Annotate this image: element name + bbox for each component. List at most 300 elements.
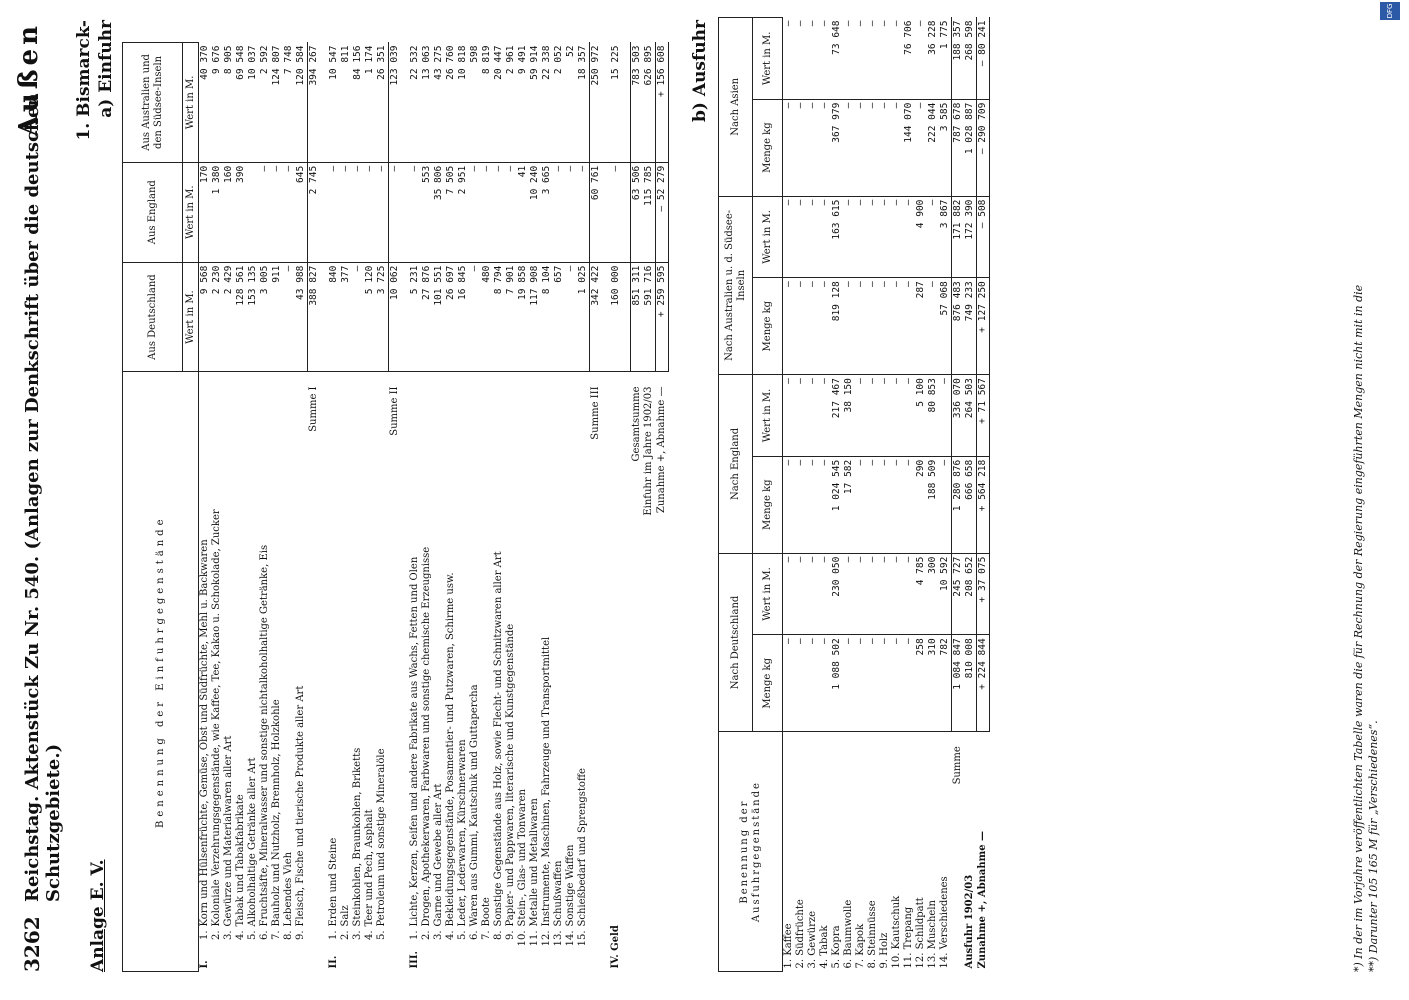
import-diff-row-de: + 259 595 <box>656 262 669 372</box>
import-value-en: — <box>553 162 565 262</box>
import-row <box>433 43 445 972</box>
group-roman: I. <box>199 960 210 969</box>
item-name: Drogen, Apothekerwaren, Farbwaren und sonstige chemische Erzeugnisse <box>421 546 432 927</box>
export-wert-header: Wert in M. <box>753 18 783 100</box>
export-prev-year-row-value: 1 028 887 <box>964 99 977 196</box>
export-value: — <box>879 18 891 100</box>
sum-label: Summe II <box>388 386 400 436</box>
item-number: 3. <box>223 930 234 941</box>
import-row <box>259 43 271 972</box>
import-row <box>235 43 247 972</box>
export-value: — <box>915 99 927 196</box>
export-row <box>795 18 807 972</box>
import-value-en: 390 <box>235 162 247 262</box>
export-value: — <box>819 375 831 457</box>
export-value: — <box>819 635 831 732</box>
export-sum-row-value: 1 280 876 <box>952 456 965 553</box>
import-value-au: 26 351 <box>376 43 389 163</box>
import-value-au: 9 676 <box>211 43 223 163</box>
page-header <box>14 22 64 972</box>
export-value: — <box>843 553 855 635</box>
import-geld-row-de: 160 000 <box>610 262 622 372</box>
item-name: Bekleidungsgegenstände, Posamentier- und Putzwaren, Schirme usw. <box>445 572 456 927</box>
footnote-2: **) Darunter 105 165 M für „Verschiedenes“. <box>1367 720 1380 972</box>
export-diff-row-value: + 564 218 <box>977 456 990 553</box>
import-row <box>505 43 517 972</box>
export-table-body <box>783 18 990 972</box>
sum-value-de: 10 062 <box>389 262 402 372</box>
import-value-en: 7 505 <box>445 162 457 262</box>
import-prev-year-row-de: 591 716 <box>643 262 656 372</box>
export-value: — <box>783 196 796 278</box>
import-row <box>469 43 481 972</box>
import-item-cell <box>577 372 590 972</box>
item-number: 6. <box>469 930 480 941</box>
export-value: — <box>903 456 915 553</box>
item-number: 1. <box>328 930 339 941</box>
sum-label: Summe III <box>589 386 601 440</box>
import-value-au: 22 338 <box>541 43 553 163</box>
sum-label: Summe I <box>307 386 319 432</box>
export-value: 217 467 <box>831 375 843 457</box>
export-value: — <box>855 18 867 100</box>
export-en-header: Nach England <box>719 375 753 554</box>
group-roman: II. <box>328 955 339 969</box>
import-geld-row-en: — <box>610 162 622 262</box>
export-wert-header: Wert in M. <box>753 553 783 635</box>
import-sum-row <box>389 43 402 972</box>
item-name: Instrumente, Maschinen, Fahrzeuge und Transportmittel <box>541 636 552 927</box>
sum-value-en: — <box>389 162 402 262</box>
export-table <box>718 17 990 972</box>
export-item-name: 14. Verschiedenes <box>939 876 951 969</box>
export-value: 230 050 <box>831 553 843 635</box>
export-value: — <box>807 456 819 553</box>
export-value: — <box>795 375 807 457</box>
sum-value-au: 123 039 <box>389 43 402 163</box>
import-value-au: 2 592 <box>259 43 271 163</box>
export-value: — <box>879 375 891 457</box>
spacer-row <box>320 43 328 972</box>
export-item-name: 10. Kautschuk <box>891 895 902 969</box>
import-item-cell <box>211 372 223 972</box>
item-name: Steinkohlen, Braunkohlen, Briketts <box>352 747 363 927</box>
item-name: Sonstige Waffen <box>565 844 576 927</box>
export-value: — <box>795 456 807 553</box>
export-value: — <box>843 278 855 375</box>
export-item-name: 6. Baumwolle <box>843 899 854 969</box>
item-number: 3. <box>352 930 363 941</box>
sum-value-en: 2 745 <box>308 162 321 262</box>
export-value: — <box>783 553 796 635</box>
item-name: Schußwaffen <box>553 860 564 927</box>
import-value-de: — <box>352 262 364 372</box>
import-value-de: 27 876 <box>421 262 433 372</box>
import-value-au: 598 <box>469 43 481 163</box>
export-value: — <box>795 635 807 732</box>
export-value: — <box>915 18 927 100</box>
export-value: 36 228 <box>927 18 939 100</box>
export-value: — <box>879 635 891 732</box>
export-value: — <box>879 456 891 553</box>
export-value: — <box>891 196 903 278</box>
import-value-au: 1 174 <box>364 43 376 163</box>
import-row <box>445 43 457 972</box>
export-diff-row-value: + 71 567 <box>977 375 990 457</box>
export-value: 782 <box>939 635 952 732</box>
item-number: 5. <box>376 930 388 941</box>
export-value: 310 <box>927 635 939 732</box>
import-value-en: 10 240 <box>529 162 541 262</box>
export-value: 300 <box>927 553 939 635</box>
item-name: Garne und Gewebe aller Art <box>433 783 444 927</box>
import-value-en: — <box>493 162 505 262</box>
export-value: — <box>879 99 891 196</box>
export-item-header: Benennung der Ausfuhrgegenstände <box>719 732 783 972</box>
export-item-name: 13. Muscheln <box>927 900 938 969</box>
export-prev-year-row-value: 172 390 <box>964 196 977 278</box>
import-value-en: — <box>469 162 481 262</box>
export-sum-row-value: 188 357 <box>952 18 965 100</box>
export-sum-row-value: 171 882 <box>952 196 965 278</box>
item-number: 4. <box>445 930 456 941</box>
export-value: — <box>855 456 867 553</box>
spacer-row <box>401 43 409 972</box>
export-sum-row-value: 1 084 847 <box>952 635 965 732</box>
import-row <box>517 43 529 972</box>
import-value-au: 120 584 <box>295 43 308 163</box>
export-item-name: 11. Trepang <box>903 906 914 969</box>
import-en-header: Aus England <box>123 162 183 262</box>
import-row <box>409 43 421 972</box>
group-roman: III. <box>409 950 420 969</box>
import-value-en: — <box>328 162 340 262</box>
export-value: — <box>903 635 915 732</box>
import-value-de: 117 908 <box>529 262 541 372</box>
export-value: — <box>795 18 807 100</box>
import-row <box>247 43 259 972</box>
item-number: 15. <box>577 930 589 947</box>
spacer-row <box>622 43 631 972</box>
import-value-en: 35 806 <box>433 162 445 262</box>
export-de-header: Nach Deutschland <box>719 553 753 732</box>
export-value: — <box>855 553 867 635</box>
import-value-en: — <box>283 162 295 262</box>
export-value: 287 <box>915 278 927 375</box>
import-value-au: 2 961 <box>505 43 517 163</box>
export-row <box>867 18 879 972</box>
export-menge-header: Menge kg <box>753 456 783 553</box>
export-value: — <box>807 18 819 100</box>
import-value-en: 160 <box>223 162 235 262</box>
export-value: — <box>783 18 796 100</box>
export-item-name: 9. Holz <box>879 932 890 969</box>
import-row <box>376 43 389 972</box>
import-item-cell <box>505 372 517 972</box>
import-value-en: — <box>409 162 421 262</box>
import-item-cell <box>433 372 445 972</box>
export-value: — <box>879 553 891 635</box>
import-item-cell <box>199 372 212 972</box>
export-value: — <box>855 635 867 732</box>
export-diff-row-value: — 80 241 <box>977 18 990 100</box>
export-value: — <box>867 278 879 375</box>
item-name: Schießbedarf und Sprengstoffe <box>577 768 589 927</box>
export-value: — <box>807 553 819 635</box>
import-value-au: 52 <box>565 43 577 163</box>
export-value: — <box>867 99 879 196</box>
export-prev-year-row-label: Ausfuhr 1902/03 <box>964 874 976 969</box>
import-total-row-label: Gesamtsumme <box>630 386 642 462</box>
import-prev-year-row-label: Einfuhr im Jahre 1902/03 <box>643 386 655 516</box>
import-value-de: 840 <box>328 262 340 372</box>
import-item-cell <box>271 372 283 972</box>
footnote-1: *) In der im Vorjahre veröffentlichten Tabelle waren die für Rechnung der Regierung eingeführten Mengen nicht mit in die <box>1352 284 1365 972</box>
import-item-cell <box>529 372 541 972</box>
import-item-cell <box>457 372 469 972</box>
import-item-cell <box>445 372 457 972</box>
import-item-cell <box>421 372 433 972</box>
page-number: 3262 <box>20 916 44 972</box>
import-value-de: 3 725 <box>376 262 389 372</box>
export-value: 73 648 <box>831 18 843 100</box>
import-value-en: 170 <box>199 162 212 262</box>
export-as-header: Nach Asien <box>719 18 753 197</box>
import-value-en: — <box>565 162 577 262</box>
import-row <box>352 43 364 972</box>
export-value: — <box>891 18 903 100</box>
import-row <box>364 43 376 972</box>
import-value-au: 40 370 <box>199 43 212 163</box>
export-sum-row-label: Summe <box>951 746 963 785</box>
item-number: 7. <box>481 930 492 941</box>
item-name: Tabak und Tabakfabrikate <box>235 794 246 927</box>
export-value: — <box>783 375 796 457</box>
import-value-au: 124 807 <box>271 43 283 163</box>
export-value: 1 024 545 <box>831 456 843 553</box>
export-diff-row-value: + 224 844 <box>977 635 990 732</box>
import-value-de: 5 231 <box>409 262 421 372</box>
import-value-au: 43 275 <box>433 43 445 163</box>
export-value: — <box>843 635 855 732</box>
import-item-cell <box>469 372 481 972</box>
import-value-au: 10 547 <box>328 43 340 163</box>
import-value-en: 553 <box>421 162 433 262</box>
item-number: 2. <box>421 930 432 941</box>
export-value: — <box>903 375 915 457</box>
import-value-en: 3 665 <box>541 162 553 262</box>
export-diff-row-value: — 290 709 <box>977 99 990 196</box>
import-row <box>295 43 308 972</box>
import-item-cell <box>295 372 308 972</box>
dfg-logo: DFG <box>1380 2 1400 20</box>
import-item-cell <box>493 372 505 972</box>
sum-value-en: 60 761 <box>590 162 603 262</box>
import-table <box>122 42 669 972</box>
export-value: — <box>843 18 855 100</box>
import-item-cell <box>541 372 553 972</box>
export-value: — <box>903 278 915 375</box>
import-value-au: 59 914 <box>529 43 541 163</box>
import-item-cell <box>565 372 577 972</box>
export-value: 367 979 <box>831 99 843 196</box>
digitization-credit <box>1115 0 1405 8</box>
import-value-au: 22 532 <box>409 43 421 163</box>
import-value-de: 8 794 <box>493 262 505 372</box>
export-value: — <box>867 375 879 457</box>
item-number: 2. <box>211 930 222 941</box>
export-value: — <box>807 99 819 196</box>
item-number: 1. <box>409 930 420 941</box>
import-item-cell <box>517 372 529 972</box>
export-value: — <box>819 456 831 553</box>
export-value: — <box>795 278 807 375</box>
export-value: — <box>807 635 819 732</box>
export-value: — <box>795 553 807 635</box>
export-value: — <box>867 18 879 100</box>
import-value-au: 2 052 <box>553 43 565 163</box>
item-number: 9. <box>505 930 516 941</box>
export-menge-header: Menge kg <box>753 99 783 196</box>
export-row <box>855 18 867 972</box>
export-value: 258 <box>915 635 927 732</box>
item-name: Stein-, Glas- und Tonwaren <box>517 789 528 927</box>
import-value-en: 41 <box>517 162 529 262</box>
item-name: Leder, Lederwaren, Kürschnerwaren <box>457 739 468 927</box>
import-row <box>493 43 505 972</box>
item-number: 12. <box>541 930 552 947</box>
item-number: 9. <box>295 930 307 941</box>
import-item-cell <box>247 372 259 972</box>
item-name: Sonstige Gegenstände aus Holz, sowie Flecht- und Schnitzwaren aller Art <box>493 551 504 927</box>
item-number: 5. <box>247 930 258 941</box>
import-item-cell <box>223 372 235 972</box>
export-value: 222 044 <box>927 99 939 196</box>
import-value-en: 2 951 <box>457 162 469 262</box>
import-value-en: — <box>352 162 364 262</box>
import-row <box>553 43 565 972</box>
item-name: Salz <box>340 905 351 927</box>
section-a-title: a) Einfuhr <box>96 20 116 118</box>
export-row <box>939 18 952 972</box>
import-diff-row-label: Zunahme +, Abnahme — <box>656 386 667 514</box>
export-row <box>879 18 891 972</box>
export-value: — <box>855 196 867 278</box>
export-value: — <box>795 196 807 278</box>
item-name: Bauholz und Nutzholz, Brennholz, Holzkohle <box>271 699 282 927</box>
export-value: 144 070 <box>903 99 915 196</box>
export-value: — <box>939 375 952 457</box>
import-row <box>283 43 295 972</box>
item-name: Fruchtsäfte, Mineralwasser und sonstige nichtalkoholhaltige Getränke, Eis <box>259 544 270 927</box>
import-diff-row-au: + 156 608 <box>656 43 669 163</box>
export-value: — <box>939 456 952 553</box>
import-au-header: Aus Australien und den Südsee-Inseln <box>123 43 183 163</box>
export-sum-row <box>952 18 965 972</box>
import-value-de: 101 551 <box>433 262 445 372</box>
import-value-de: 911 <box>271 262 283 372</box>
sum-value-de: 388 827 <box>308 262 321 372</box>
import-diff-row <box>656 43 669 972</box>
import-value-en: — <box>364 162 376 262</box>
export-value: — <box>807 375 819 457</box>
export-value: — <box>819 99 831 196</box>
item-name: Lichte, Kerzen, Seifen und andere Fabrikate aus Wachs, Fetten und Ölen <box>409 556 420 927</box>
export-value: 80 853 <box>927 375 939 457</box>
export-value: 290 <box>915 456 927 553</box>
export-value: — <box>795 99 807 196</box>
import-value-au: 10 818 <box>457 43 469 163</box>
section-b-title: b) Ausfuhr <box>690 20 710 122</box>
export-row <box>903 18 915 972</box>
export-value: 76 706 <box>903 18 915 100</box>
import-value-en: 645 <box>295 162 308 262</box>
item-number: 11. <box>529 930 540 947</box>
export-value: — <box>819 18 831 100</box>
import-value-de: 8 104 <box>541 262 553 372</box>
import-item-cell <box>364 372 376 972</box>
import-value-de: 2 429 <box>223 262 235 372</box>
export-value: — <box>867 635 879 732</box>
import-value-de: 43 988 <box>295 262 308 372</box>
item-number: 7. <box>271 930 282 941</box>
import-item-cell <box>259 372 271 972</box>
export-value: — <box>783 635 796 732</box>
import-item-cell <box>409 372 421 972</box>
import-value-de: 128 561 <box>235 262 247 372</box>
export-value: 10 592 <box>939 553 952 635</box>
item-name: Boote <box>481 897 492 927</box>
export-value: — <box>867 456 879 553</box>
export-value: — <box>891 375 903 457</box>
export-menge-header: Menge kg <box>753 278 783 375</box>
import-value-en: — <box>505 162 517 262</box>
item-name: Teer und Pech, Asphalt <box>364 809 375 927</box>
import-value-de: — <box>283 262 295 372</box>
import-sum-row <box>308 43 321 972</box>
import-value-au: 20 447 <box>493 43 505 163</box>
item-number: 1. <box>199 930 210 941</box>
export-row <box>891 18 903 972</box>
item-name: Papier- und Pappwaren, literarische und Kunstgegenstände <box>505 623 516 927</box>
export-value: 57 068 <box>939 278 952 375</box>
import-total-row-au: 783 503 <box>631 43 644 163</box>
item-number: 10. <box>517 930 528 947</box>
export-diff-row <box>977 18 990 972</box>
export-value: — <box>879 278 891 375</box>
export-value: 17 582 <box>843 456 855 553</box>
import-row <box>529 43 541 972</box>
export-value: — <box>891 553 903 635</box>
import-row <box>421 43 433 972</box>
import-item-header: Benennung der Einfuhrgegenstände <box>123 372 199 972</box>
import-prev-year-row <box>643 43 656 972</box>
export-item-name: 7. Kapok <box>855 923 866 969</box>
export-prev-year-row-value: 264 503 <box>964 375 977 457</box>
import-value-de: 1 025 <box>577 262 590 372</box>
item-number: 13. <box>553 930 564 947</box>
import-value-au: 7 748 <box>283 43 295 163</box>
import-value-au: 18 357 <box>577 43 590 163</box>
export-row <box>927 18 939 972</box>
import-geld-row-label: IV. Geld <box>610 925 621 969</box>
import-value-en: — <box>577 162 590 262</box>
import-value-de: 657 <box>553 262 565 372</box>
export-value: — <box>783 99 796 196</box>
item-name: Erden und Steine <box>328 837 339 927</box>
import-row <box>223 43 235 972</box>
export-sum-row-value: 787 678 <box>952 99 965 196</box>
